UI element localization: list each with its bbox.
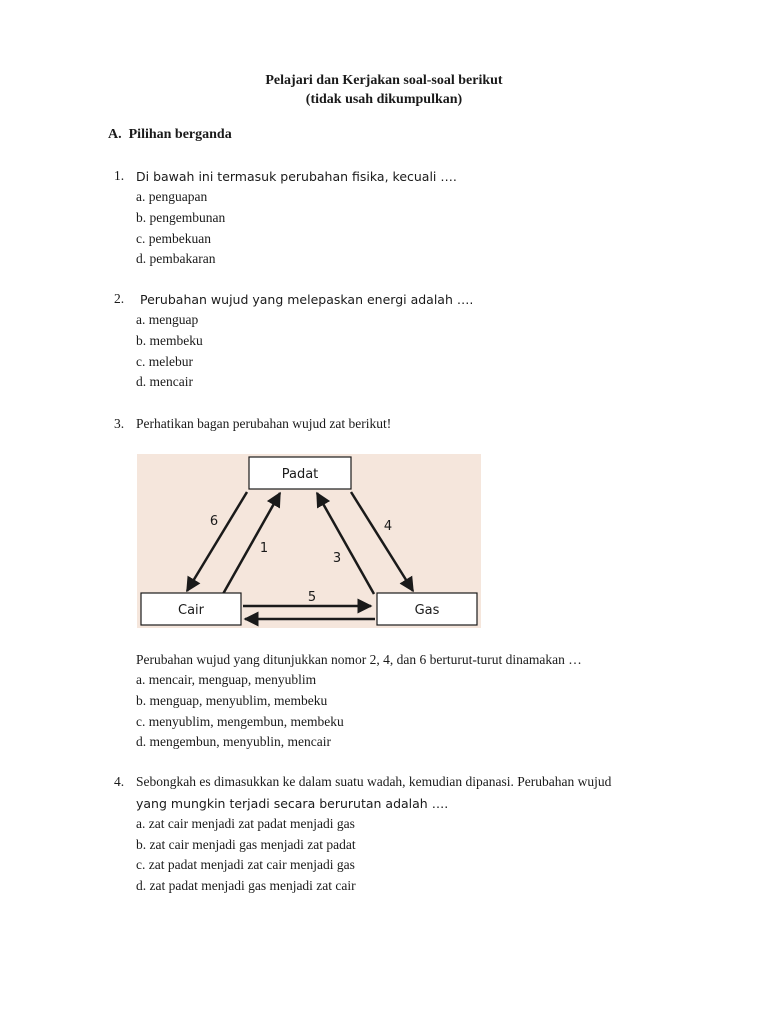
question-number: 1. bbox=[114, 168, 125, 183]
option-b: b. pengembunan bbox=[136, 210, 226, 225]
question-text: Perhatikan bagan perubahan wujud zat berikut! bbox=[136, 416, 392, 431]
option-c: c. pembekuan bbox=[136, 231, 211, 246]
option-b: b. membeku bbox=[136, 333, 203, 348]
option-d: d. zat padat menjadi gas menjadi zat cair bbox=[136, 878, 356, 893]
section-heading bbox=[108, 127, 232, 143]
section-title: Pilihan berganda bbox=[128, 127, 232, 142]
question-number: 4. bbox=[114, 774, 125, 789]
section-letter: A. bbox=[108, 127, 122, 142]
question-number: 3. bbox=[114, 416, 125, 431]
state-change-diagram bbox=[137, 454, 481, 628]
question-text-line2: yang mungkin terjadi secara berurutan adalah …. bbox=[136, 796, 449, 811]
node-gas-label: Gas bbox=[414, 603, 440, 618]
arrow-label-3: 3 bbox=[332, 551, 342, 566]
question-followup: Perubahan wujud yang ditunjukkan nomor 2, 4, dan 6 berturut-turut dinamakan … bbox=[136, 652, 582, 667]
arrow-label-1: 1 bbox=[259, 541, 269, 556]
option-c: c. zat padat menjadi zat cair menjadi gas bbox=[136, 857, 355, 872]
option-d: d. mencair bbox=[136, 374, 193, 389]
question-number: 2. bbox=[114, 291, 125, 306]
option-a: a. zat cair menjadi zat padat menjadi gas bbox=[136, 816, 355, 831]
node-liquid-label: Cair bbox=[178, 603, 204, 618]
page-subtitle: (tidak usah dikumpulkan) bbox=[305, 92, 463, 107]
option-d: d. mengembun, menyublin, mencair bbox=[136, 734, 331, 749]
option-a: a. penguapan bbox=[136, 189, 208, 204]
question-text: Perubahan wujud yang melepaskan energi adalah …. bbox=[140, 292, 474, 307]
option-d: d. pembakaran bbox=[136, 251, 216, 266]
arrow-label-4: 4 bbox=[383, 519, 393, 534]
option-c: c. melebur bbox=[136, 354, 193, 369]
option-a: a. mencair, menguap, menyublim bbox=[136, 672, 317, 687]
arrow-label-5: 5 bbox=[307, 590, 317, 605]
option-b: b. menguap, menyublim, membeku bbox=[136, 693, 328, 708]
option-a: a. menguap bbox=[136, 312, 199, 327]
question-text: Di bawah ini termasuk perubahan fisika, kecuali …. bbox=[136, 169, 457, 184]
option-b: b. zat cair menjadi gas menjadi zat padat bbox=[136, 837, 356, 852]
arrow-label-6: 6 bbox=[209, 514, 219, 529]
option-c: c. menyublim, mengembun, membeku bbox=[136, 714, 344, 729]
node-solid-label: Padat bbox=[281, 467, 319, 482]
page-title: Pelajari dan Kerjakan soal-soal berikut bbox=[265, 73, 503, 88]
question-text-line1: Sebongkah es dimasukkan ke dalam suatu wadah, kemudian dipanasi. Perubahan wujud bbox=[136, 774, 612, 789]
